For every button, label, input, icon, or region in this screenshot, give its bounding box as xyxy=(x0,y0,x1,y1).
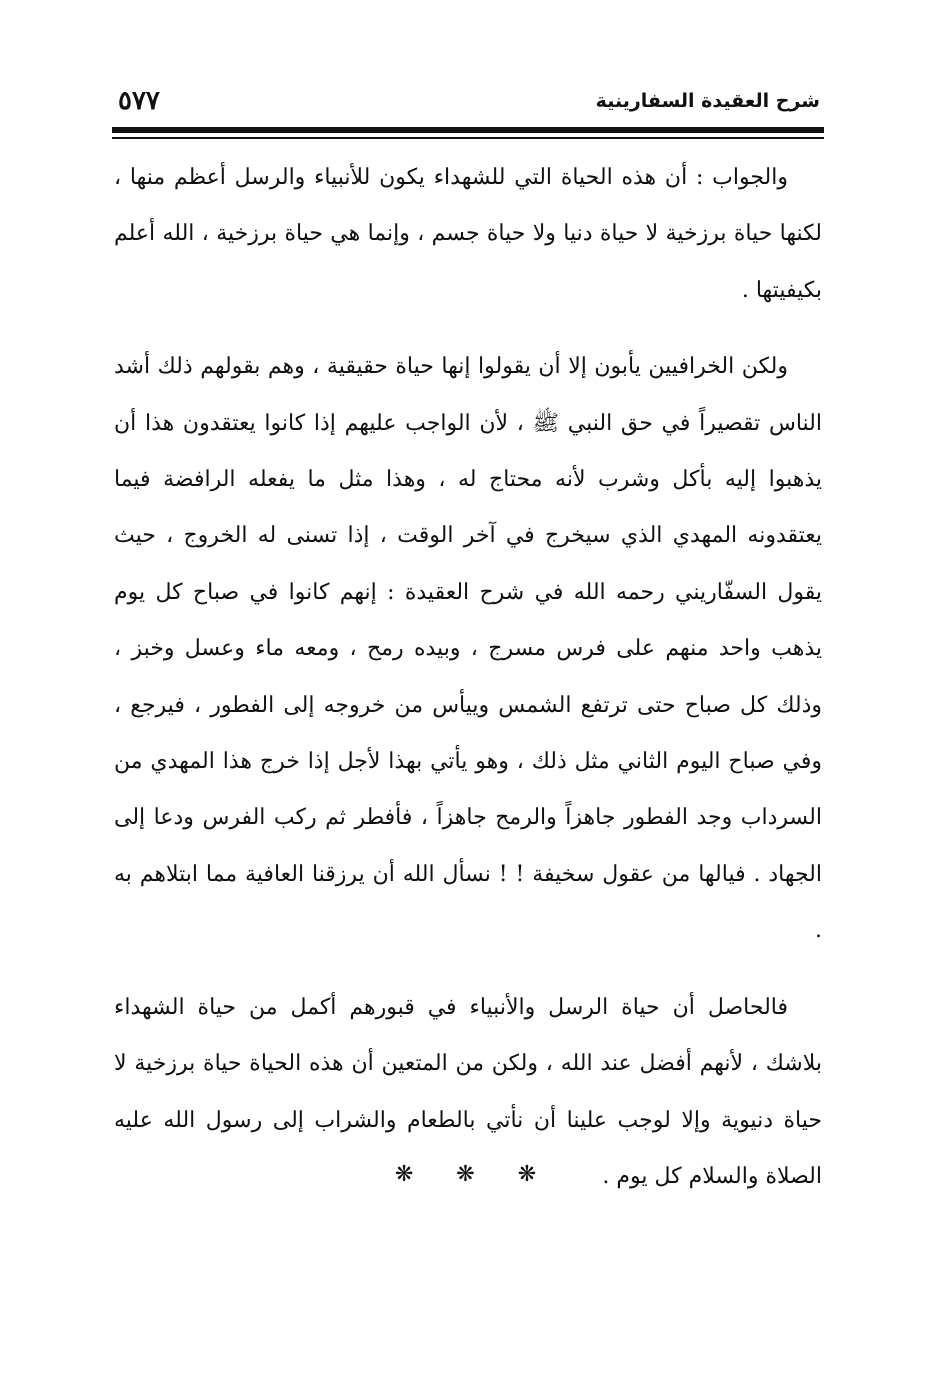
paragraph-conclusion: فالحاصل أن حياة الرسل والأنبياء في قبورهم أكمل من حياة الشهداء بلاشك ، لأنهم أفضل عند الله ، ولكن من المتعين أن هذه الحياة حياة برزخية لا حياة دنيوية وإلا لوجب علينا أن نأتي بالطعام والشراب إلى رسول الله عليه الصلاة والسلام كل يوم . xyxy=(114,994,822,1189)
section-ornament: ❋ ❋ ❋ xyxy=(394,1162,555,1187)
paragraph-answer: والجواب : أن هذه الحياة التي للشهداء يكون للأنبياء والرسل أعظم منها ، لكنها حياة برزخية لا حياة دنيا ولا حياة جسم ، وإنما هي حياة برزخية ، الله أعلم بكيفيتها . xyxy=(114,165,822,303)
body-text xyxy=(114,150,822,1205)
book-title: شرح العقيدة السفارينية xyxy=(595,90,820,112)
header-rule-thin xyxy=(112,137,824,139)
paragraph-superstitious: ولكن الخرافيين يأبون إلا أن يقولوا إنها حياة حقيقية ، وهم بقولهم ذلك أشد الناس تقصيراً في حق النبي ﷺ ، لأن الواجب عليهم إذا كانوا يعتقدون هذا أن يذهبوا إليه بأكل وشرب لأنه محتاج له ، وهذا مثل ما يفعله الرافضة فيما يعتقدونه المهدي الذي سيخرج في آخر الوقت ، إذا تسنى له الخروج ، حيث يقول السفّاريني رحمه الله في شرح العقيدة : إنهم كانوا في صباح كل يوم يذهب واحد منهم على فرس مسرج ، وبيده رمح ، ومعه ماء وعسل وخبز ، وذلك كل صباح حتى ترتفع الشمس وييأس من خروجه إلى الفطور ، فيرجع ، وفي صباح اليوم الثاني مثل ذلك ، وهو يأتي بهذا لأجل إذا خرج هذا المهدي من السرداب وجد الفطور جاهزاً والرمح جاهزاً ، فأفطر ثم ركب الفرس ودعا إلى الجهاد . فيالها من عقول سخيفة ! ! نسأل الله أن يرزقنا العافية مما ابتلاهم به . xyxy=(114,354,823,944)
page-number: ٥٧٧ xyxy=(118,86,160,116)
header-rule-thick xyxy=(112,127,824,133)
running-header xyxy=(112,86,822,126)
